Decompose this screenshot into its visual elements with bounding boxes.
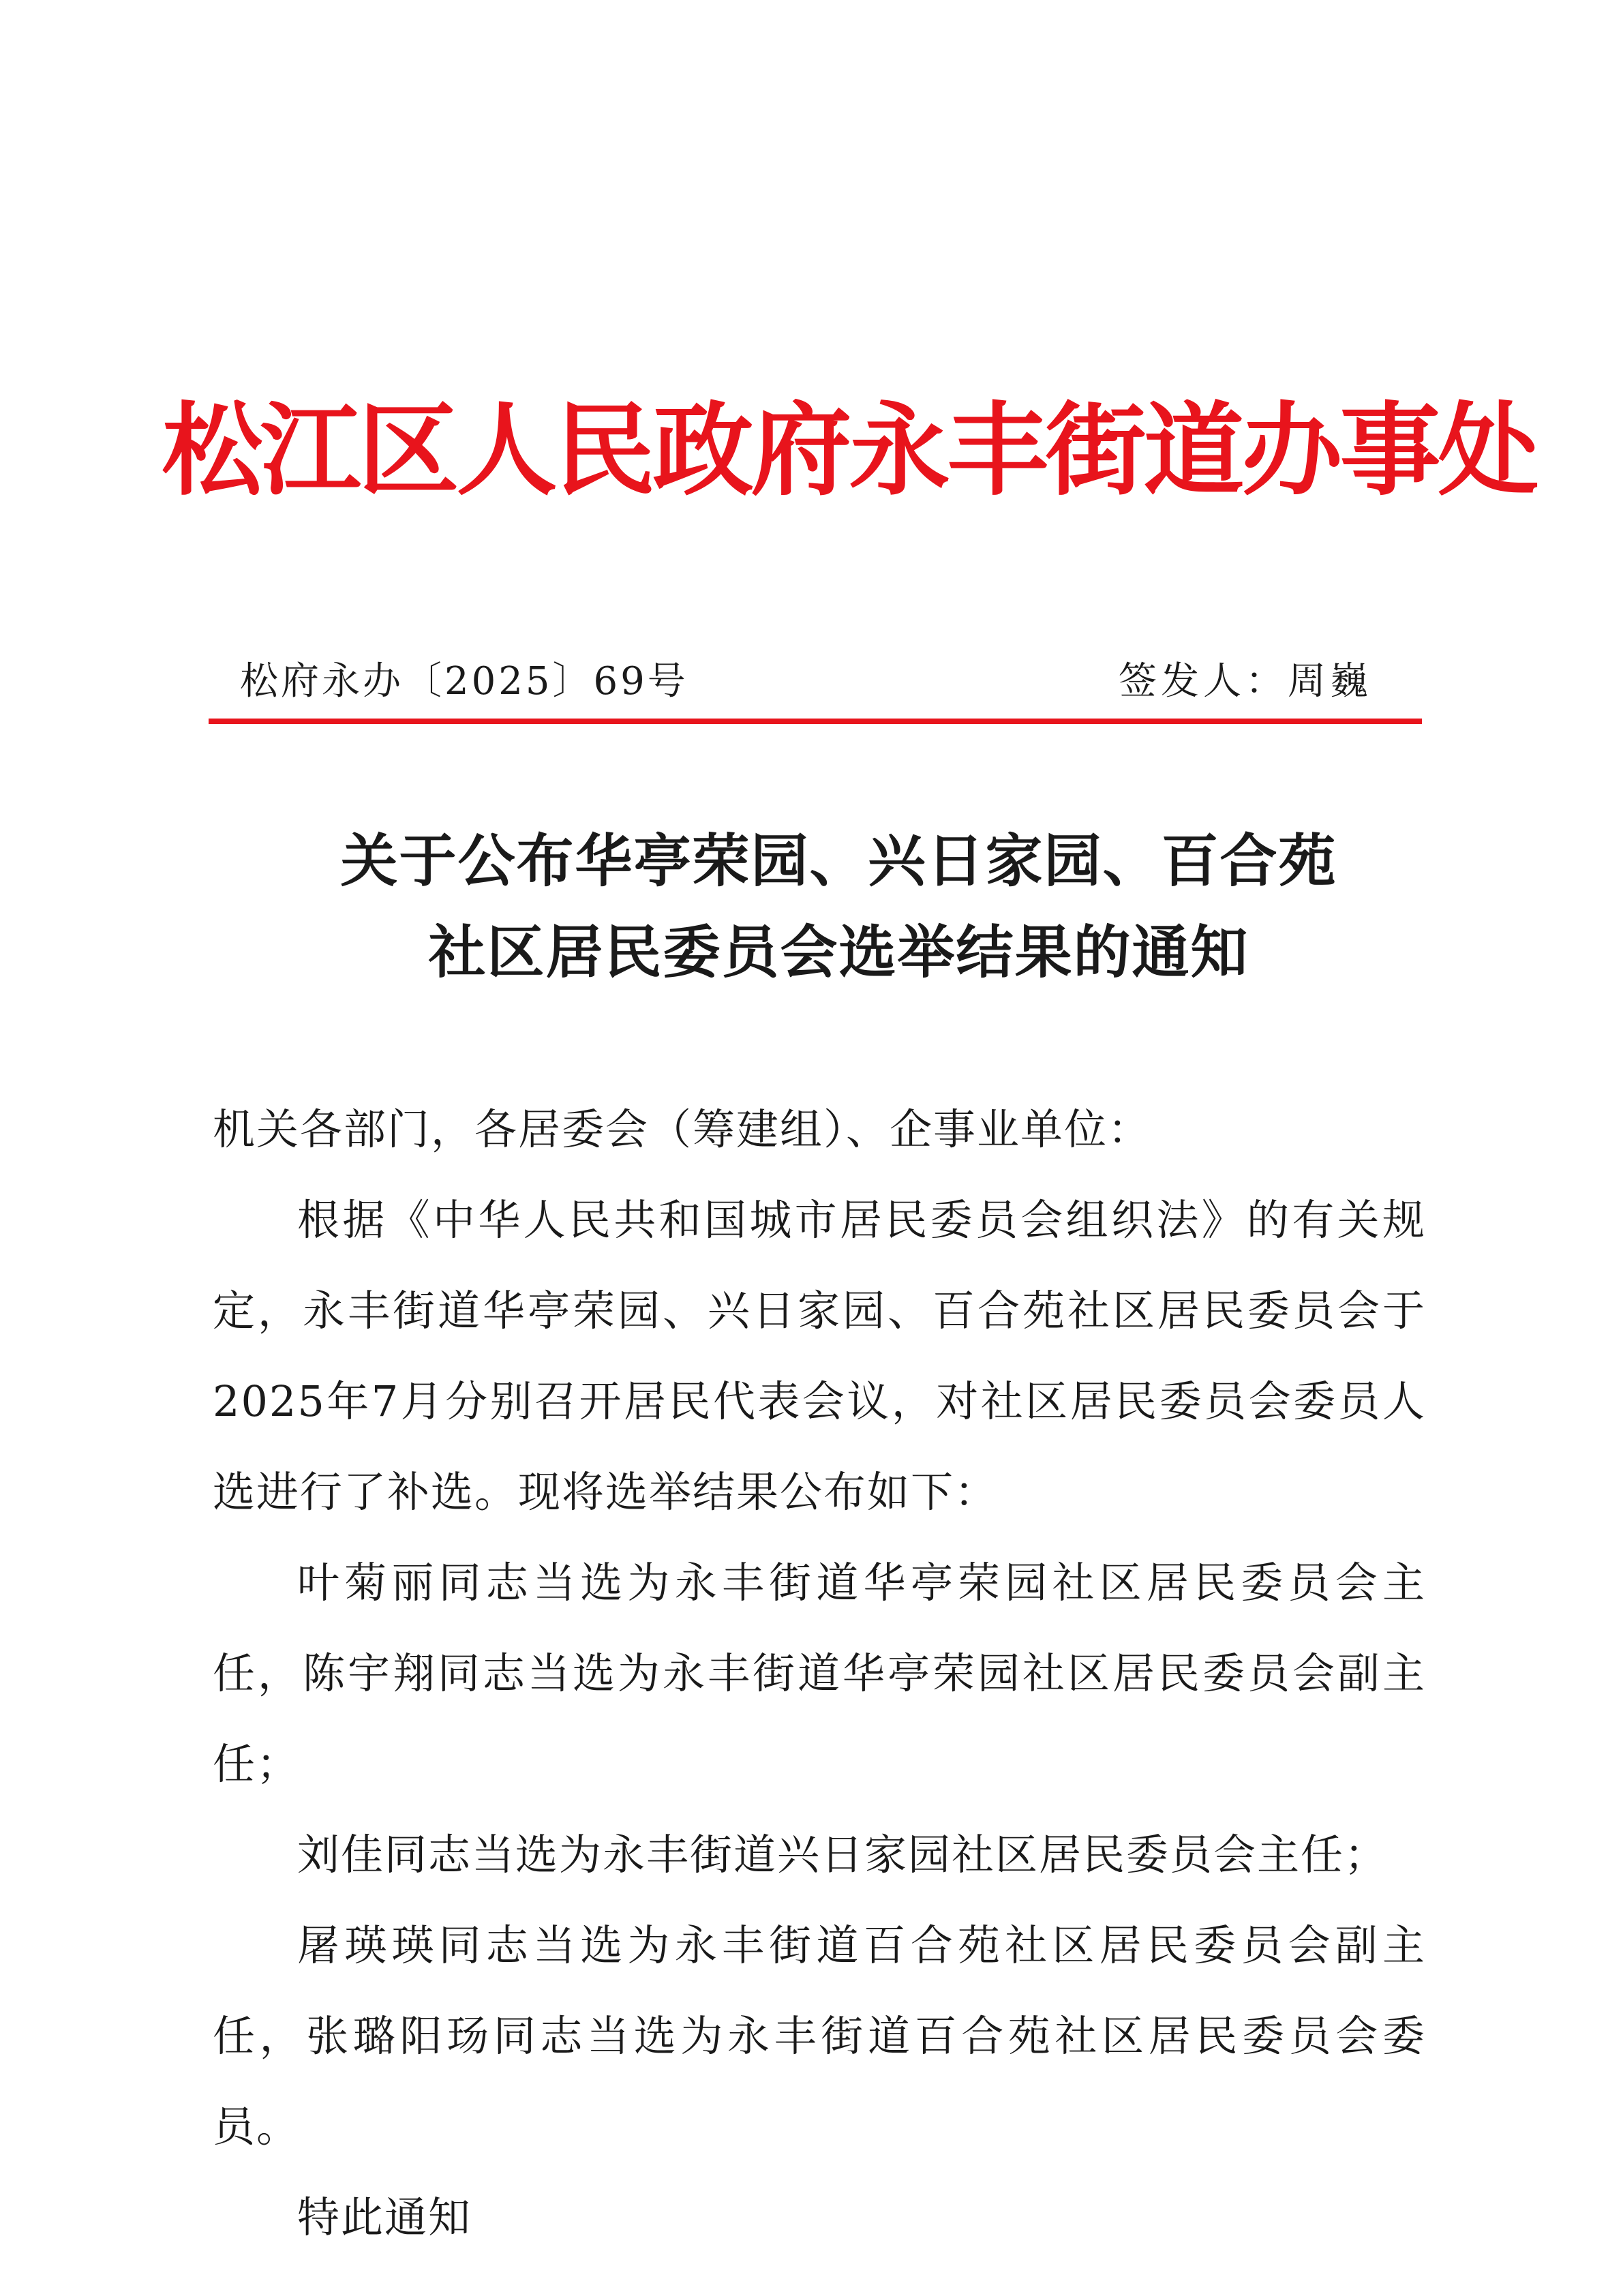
title-line-2: 社区居民委员会选举结果的通知 xyxy=(428,918,1249,986)
salutation: 机关各部门，各居委会（筹建组）、企事业单位： xyxy=(213,1104,1152,1154)
paragraph-xingri-jiayuan: 刘佳同志当选为永丰街道兴日家园社区居民委员会主任； xyxy=(297,1830,1389,1879)
red-divider-line xyxy=(209,719,1422,724)
document-number: 松府永办〔2025〕69号 xyxy=(240,659,688,704)
document-body xyxy=(213,1084,1426,2263)
issuing-organization-header: 松江区人民政府永丰街道办事处 xyxy=(162,391,1536,509)
paragraph-basis: 根据《中华人民共和国城市居民委员会组织法》的有关规定，永丰街道华亭荣园、兴日家园、百合苑社区居民委员会于2025年7月分别召开居民代表会议，对社区居民委员会委员人选进行了补选。现将选举结果公布如下： xyxy=(213,1195,1426,1517)
paragraph-baiheyuan: 屠瑛瑛同志当选为永丰街道百合苑社区居民委员会副主任，张璐阳玚同志当选为永丰街道百合苑社区居民委员会委员。 xyxy=(213,1920,1426,2151)
title-line-1: 关于公布华亭荣园、兴日家园、百合苑 xyxy=(340,827,1337,894)
signer: 签发人：周巍 xyxy=(1119,659,1372,704)
closing-notice: 特此通知 xyxy=(297,2192,472,2242)
document-title xyxy=(0,815,1623,998)
paragraph-huating-rongyuan: 叶菊丽同志当选为永丰街道华亭荣园社区居民委员会主任，陈宇翔同志当选为永丰街道华亭荣园社区居民委员会副主任； xyxy=(213,1558,1426,1789)
